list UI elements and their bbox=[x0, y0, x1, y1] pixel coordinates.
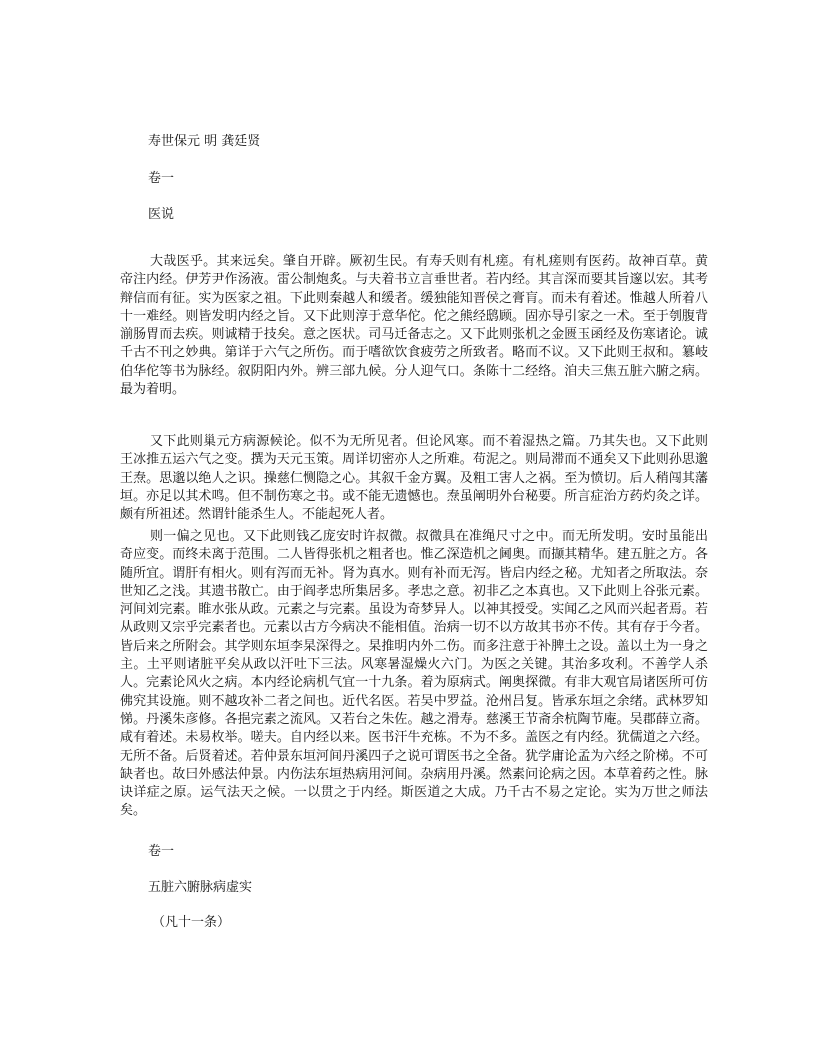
section-heading: 医说 bbox=[148, 207, 175, 222]
body-paragraph: 又下此则巢元方病源候论。似不为无所见者。但论风寒。而不着湿热之篇。乃其失也。又下此则王冰推五运六气之变。撰为天元玉策。周详切密亦人之所难。苟泥之。则局滞而不通矣又下此则孙思邈王焘。思邈以绝人之识。操慈仁恻隐之心。其叙千金方翼。及粗工害人之祸。至为愤切。后人稍闯其藩垣。亦足以其术鸣。但不制伤寒之书。或不能无遗憾也。焘虽阐明外台秘要。所言症治方药灼灸之详。颇有所祖述。然谓针能杀生人。不能起死人者。 bbox=[120, 434, 708, 523]
body-paragraph: 大哉医乎。其来远矣。肇自开辟。厥初生民。有寿夭则有札瘥。有札瘥则有医药。故神百草。黄帝注内经。伊芳尹作汤液。雷公制炮炙。与夫着书立言垂世者。若内经。其言深而要其旨邃以宏。其考辩信而有征。实为医家之祖。下此则秦越人和缓者。缓独能知晋侯之膏肓。而未有着述。惟越人所着八十一难经。则皆发明内经之旨。又下此则淳于意华佗。佗之熊经鸱顾。固亦导引家之一术。至于刳腹背湔肠胃而去疾。则诚精于技矣。意之医状。司马迁备志之。又下此则张机之金匮玉函经及伤寒诸论。诚千古不刊之妙典。第详于六气之所伤。而于嗜欲饮食疲劳之所致者。略而不议。又下此则王叔和。簒岐伯华佗等书为脉经。叙阴阳内外。辨三部九候。分人迎气口。条陈十二经络。洎夫三焦五脏六腑之病。最为着明。 bbox=[120, 254, 708, 398]
body-paragraph: 则一偏之见也。又下此则钱乙庞安时许叔微。叔微具在准绳尺寸之中。而无所发明。安时虽能出奇应变。而终未离于范围。二人皆得张机之粗者也。惟乙深造机之阃奥。而撷其精华。建五脏之方。各随所宜。谓肝有相火。则有泻而无补。肾为真水。则有补而无泻。皆启内经之秘。尤知者之所取法。奈世知乙之浅。其遗书散亡。由于阎孝忠所集居多。孝忠之意。初非乙之本真也。又下此则上谷张元素。河间刘完素。睢水张从政。元素之与完素。虽设为奇梦异人。以神其授受。实闻乙之风而兴起者焉。若从政则又宗乎完素者也。元素以古方今病决不能相值。治病一切不以方故其书亦不传。其有存于今者。皆后来之所附会。其学则东垣李杲深得之。杲推明内外二伤。而多注意于补脾土之设。盖以土为一身之主。土平则诸脏平矣从政以汗吐下三法。风寒暑湿燥火六门。为医之关键。其治多攻利。不善学人杀人。完素论风火之病。本内经论病机气宜一十九条。着为原病式。阐奥探微。有非大观官局诸医所可仿佛究其设施。则不越攻补二者之间也。近代名医。若吴中罗益。沧州吕复。皆承东垣之余绪。武林罗知悌。丹溪朱彦修。各挹完素之流风。又若台之朱佐。越之滑寿。慈溪王节斋余杭陶节庵。吴郡薛立斋。咸有着述。未易枚举。嗟夫。自内经以来。医书汗牛充栋。不为不多。盖医之有内经。犹儒道之六经。无所不备。后贤着述。若仲景东垣河间丹溪四子之说可谓医书之全备。犹学庸论孟为六经之阶梯。不可缺者也。故曰外感法仲景。内伤法东垣热病用河间。杂病用丹溪。然素问论病之因。本草着药之性。脉诀详症之原。运气法天之候。一以贯之于内经。斯医道之大成。乃千古不易之定论。实为万世之师法矣。 bbox=[120, 529, 708, 819]
volume-heading: 卷一 bbox=[148, 171, 175, 186]
document-title: 寿世保元 明 龚廷贤 bbox=[148, 134, 261, 149]
section-heading: 五脏六腑脉病虚实 bbox=[148, 880, 253, 895]
volume-heading: 卷一 bbox=[148, 844, 175, 859]
item-count-note: （凡十一条） bbox=[152, 915, 231, 930]
